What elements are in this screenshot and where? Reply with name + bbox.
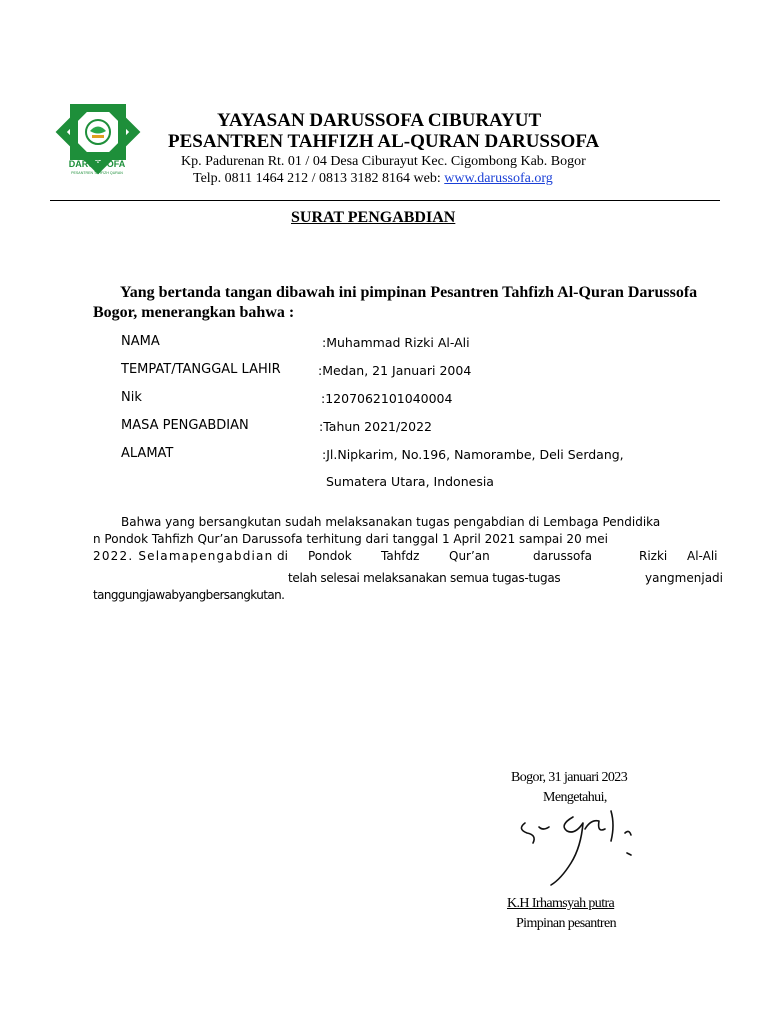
body-line-2: n Pondok Tahfizh Qur’an Darussofa terhitung dari tanggal 1 April 2021 sampai 20 mei xyxy=(93,532,608,546)
acknowledged-label: Mengetahui, xyxy=(543,790,607,805)
logo-text: DARUSSOFA xyxy=(68,159,126,169)
field-label-nik: Nik xyxy=(121,390,142,405)
website-link[interactable]: www.darussofa.org xyxy=(444,171,553,186)
body-line-3d: Tahfdz xyxy=(381,549,420,563)
field-label-address: ALAMAT xyxy=(121,446,174,461)
body-line-3c: Pondok xyxy=(308,549,352,563)
body-line-3g: Rizki xyxy=(639,549,668,563)
signature xyxy=(515,805,665,895)
field-value-address: :Jl.Nipkarim, No.196, Namorambe, Deli Serdang, xyxy=(322,447,624,462)
foundation-name: YAYASAN DARUSSOFA CIBURAYUT xyxy=(217,110,542,131)
body-line-4a: telah selesai melaksanakan semua tugas-tugas xyxy=(288,571,561,585)
signer-position: Pimpinan pesantren xyxy=(516,916,617,931)
body-line-5: tanggungjawabyangbersangkutan. xyxy=(93,588,285,602)
field-value-service-period: :Tahun 2021/2022 xyxy=(319,419,433,434)
intro-line-2: Bogor, menerangkan bahwa : xyxy=(93,304,295,321)
field-value-address-cont: Sumatera Utara, Indonesia xyxy=(326,474,494,489)
body-line-3b: di xyxy=(277,549,288,563)
letter-date: Bogor, 31 januari 2023 xyxy=(511,770,628,785)
intro-line-1: Yang bertanda tangan dibawah ini pimpinan Pesantren Tahfizh Al-Quran Darussofa xyxy=(120,284,698,301)
body-line-3h: Al-Ali xyxy=(687,549,718,563)
body-line-1: Bahwa yang bersangkutan sudah melaksanakan tugas pengabdian di Lembaga Pendidika xyxy=(121,515,661,529)
signer-name: K.H Irhamsyah putra xyxy=(507,896,615,911)
field-value-nik: :1207062101040004 xyxy=(321,391,453,406)
contact-line xyxy=(193,171,553,187)
field-label-birth: TEMPAT/TANGGAL LAHIR xyxy=(121,362,281,377)
intro-paragraph xyxy=(93,283,733,323)
phone: Telp. 0811 1464 212 / 0813 3182 8164 web: xyxy=(193,171,445,186)
field-label-name: NAMA xyxy=(121,334,160,349)
body-line-3f: darussofa xyxy=(533,549,592,563)
header-divider xyxy=(50,200,720,201)
field-value-birth: :Medan, 21 Januari 2004 xyxy=(318,363,472,378)
body-line-3a: 2022. Selamapengabdian xyxy=(93,549,274,563)
body-line-3e: Qur’an xyxy=(449,549,490,563)
address: Kp. Padurenan Rt. 01 / 04 Desa Ciburayut Kec. Cigombong Kab. Bogor xyxy=(181,154,586,169)
logo-subtext: PESANTREN TAHFIZH QURAN xyxy=(71,171,123,175)
body-line-4b: yangmenjadi xyxy=(645,571,723,585)
darussofa-logo xyxy=(50,104,144,176)
school-name: PESANTREN TAHFIZH AL-QURAN DARUSSOFA xyxy=(168,131,600,152)
letter-title: SURAT PENGABDIAN xyxy=(291,209,456,226)
field-value-name: :Muhammad Rizki Al-Ali xyxy=(322,335,470,350)
field-label-service-period: MASA PENGABDIAN xyxy=(121,418,249,433)
